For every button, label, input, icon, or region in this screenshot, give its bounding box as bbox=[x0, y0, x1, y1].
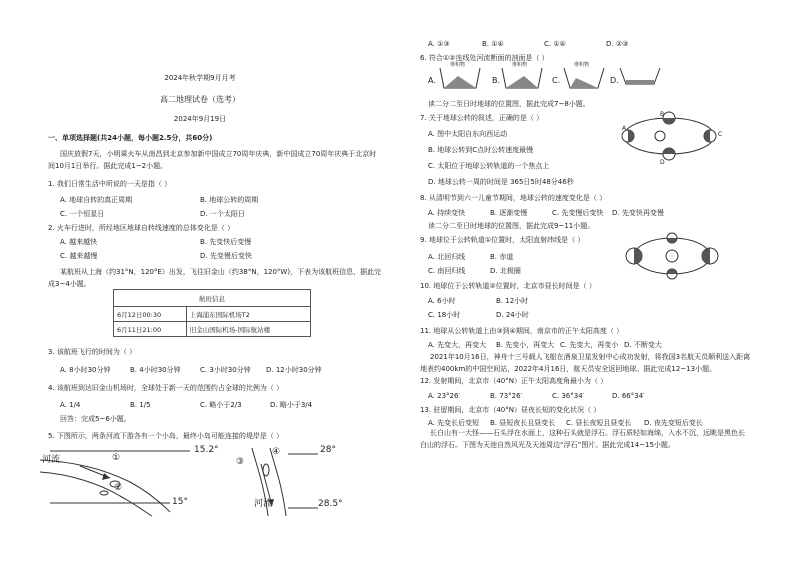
q3-option-b: B. 4小时30分钟 bbox=[130, 366, 181, 374]
q8-stem: 8. 从清明节到六一儿童节期间，地球公转的速度变化是（ ） bbox=[420, 194, 607, 202]
q3-stem: 3. 该航班飞行的时间为（ ） bbox=[48, 348, 137, 356]
bank-label-1: ① bbox=[112, 453, 121, 463]
bank-label-3: ③ bbox=[236, 457, 245, 467]
orbit-label-a: A bbox=[622, 125, 627, 132]
sediment-label-b: 堆积物 bbox=[512, 62, 528, 68]
lat-label-b1: 28° bbox=[320, 445, 336, 455]
table-cell: 6月12日00:30 bbox=[114, 307, 187, 322]
intro-1-line-2: 间10月1日举行。据此完成1~2小题。 bbox=[48, 162, 168, 170]
bank-label-2: ② bbox=[114, 483, 123, 493]
q4-stem: 4. 该航班到达旧金山机场时，全球处于新一天的范围约占全球的比例为（ ） bbox=[48, 384, 284, 392]
q13-option-d: D. 夜先变短后变长 bbox=[644, 419, 703, 427]
q12-option-c: C. 36°34′ bbox=[552, 392, 585, 400]
q2-option-d: D. 先变慢后变快 bbox=[200, 252, 252, 260]
q11-option-d: D. 不断变大 bbox=[624, 341, 662, 349]
q10-option-a: A. 6小时 bbox=[428, 297, 456, 305]
q2-stem: 2. 火车行进时，所经地区地球自转线速度的总体变化是（ ） bbox=[48, 224, 235, 232]
q2-option-a: A. 越来越快 bbox=[60, 238, 98, 246]
table-cell: 6月11日21:00 bbox=[114, 322, 187, 337]
q3-option-d: D. 12小时30分钟 bbox=[266, 366, 322, 374]
q2-option-c: C. 越来越慢 bbox=[60, 252, 98, 260]
q8-option-a: A. 持续变快 bbox=[428, 209, 466, 217]
q1-option-b: B. 地球公转的周期 bbox=[200, 196, 259, 204]
q8-option-c: C. 先变慢后变快 bbox=[552, 209, 604, 217]
q4-tail: 回答：完成5~6小题。 bbox=[60, 415, 131, 423]
exam-date: 2024年9月19日 bbox=[173, 115, 227, 123]
q7-option-c: C. 太阳位于地球公转轨道的一个焦点上 bbox=[428, 162, 550, 170]
q8-option-d: D. 先变快再变慢 bbox=[612, 209, 664, 217]
q12-option-d: D. 66°34′ bbox=[612, 392, 645, 400]
q10-option-b: B. 12小时 bbox=[496, 297, 529, 305]
q6-label-d: D. bbox=[610, 76, 619, 85]
q2-option-b: B. 先变快后变慢 bbox=[200, 238, 252, 246]
subject-title: 高二地理试卷（选考） bbox=[160, 95, 240, 104]
intro-4-line-1: 2021年10月16日，神舟十三号载人飞船在酒泉卫星发射中心成功发射，将我国3名航天员顺利送入距离 bbox=[430, 353, 751, 361]
q8-tail: 读二分二至日时地球的位置图，据此完成9~11小题。 bbox=[428, 222, 595, 230]
orbit-label-c: C bbox=[718, 131, 723, 138]
orbit-diagram-2 bbox=[622, 228, 722, 284]
q6-label-a: A. bbox=[428, 76, 436, 85]
orbit-diagram-1 bbox=[614, 108, 724, 164]
lat-label-a1: 15.2° bbox=[194, 445, 219, 455]
q3-option-a: A. 8小时30分钟 bbox=[60, 366, 111, 374]
q9-option-b: B. 赤道 bbox=[490, 253, 514, 261]
q1-option-a: A. 地球自转的真正周期 bbox=[60, 196, 133, 204]
river-label-a: 河流 bbox=[42, 455, 61, 465]
q12-option-a: A. 23°26′ bbox=[428, 392, 461, 400]
q4-option-a: A. 1/4 bbox=[60, 401, 81, 409]
q5-option-a: A. ①③ bbox=[428, 40, 450, 48]
intro-5-line-1: 长白山有一大怪——石头浮在水面上，这种石头就是浮石。浮石质轻如海绵，入水不沉，远眺是黑色长 bbox=[430, 429, 745, 437]
q7-option-b: B. 地球公转到C点时公转速度最慢 bbox=[428, 146, 534, 154]
river-figure-a bbox=[40, 444, 220, 516]
q4-option-c: C. 略小于2/3 bbox=[200, 401, 242, 409]
flight-table-title: 航班信息 bbox=[114, 290, 311, 307]
q9-option-a: A. 北回归线 bbox=[428, 253, 466, 261]
q5-option-c: C. ①④ bbox=[544, 40, 566, 48]
q11-option-c: C. 先变大，再变小 bbox=[560, 341, 619, 349]
q13-stem: 13. 驻留期间，北京市（40°N）昼夜长短的变化状况（ ） bbox=[420, 406, 601, 414]
q5-stem: 5. 下图所示，两条河流下游各有一个小岛，最终小岛可能连接的堤岸是（ ） bbox=[48, 432, 284, 440]
river-label-b: 河流 bbox=[254, 499, 273, 509]
sediment-label-a: 堆积物 bbox=[450, 62, 466, 68]
q12-option-b: B. 73°26′ bbox=[490, 392, 523, 400]
orbit-label-d: D bbox=[660, 159, 665, 166]
section-title: 一、单项选择题(共24小题，每小题2.5分，共60分) bbox=[48, 134, 213, 142]
table-cell: 上海浦东国际机场T2 bbox=[186, 307, 310, 322]
q4-option-d: D. 略小于3/4 bbox=[270, 401, 313, 409]
table-row bbox=[114, 307, 311, 322]
table-cell: 旧金山国际机场-国际航站楼 bbox=[186, 322, 310, 337]
q6-stem: 6. 符合①②连线处河流断面的剖面是（ ） bbox=[420, 54, 549, 62]
intro-4-line-2: 地表约400km的中国空间站，2022年4月16日，航天员安全返回地球。据此完成12~13小题。 bbox=[420, 365, 717, 373]
q11-option-a: A. 先变大，再变大 bbox=[428, 341, 487, 349]
q11-option-b: B. 先变小，再变大 bbox=[496, 341, 555, 349]
q13-option-c: C. 昼长夜短且昼变长 bbox=[566, 419, 632, 427]
sediment-label-c: 堆积物 bbox=[574, 62, 590, 68]
intro-5-line-2: 白山的浮石。下图为天池自然风光及天池周边“浮石”图片。据此完成14~15小题。 bbox=[420, 441, 675, 449]
lat-label-a2: 15° bbox=[172, 497, 188, 507]
q7-stem: 7. 关于地球公转的叙述，正确的是（ ） bbox=[420, 114, 544, 122]
q5-option-b: B. ①④ bbox=[482, 40, 504, 48]
q1-option-c: C. 一个恒星日 bbox=[60, 210, 105, 218]
q9-option-c: C. 南回归线 bbox=[428, 267, 466, 275]
exam-title: 2024年秋学期9月月考 bbox=[164, 74, 236, 82]
q10-option-d: D. 24小时 bbox=[496, 311, 529, 319]
q7-option-a: A. 图中太阳自东向西运动 bbox=[428, 130, 508, 138]
intro-2-line-1: 某航班从上海（约31°N，120°E）出发，飞往旧金山（约38°N，120°W)，下表为该航班信息，据此完 bbox=[60, 268, 382, 276]
bank-label-4: ④ bbox=[272, 447, 281, 457]
intro-2-line-2: 成3~4小题。 bbox=[48, 280, 91, 288]
q10-stem: 10. 地球位于公转轨道②位置时，北京市昼长时间是（ ） bbox=[420, 282, 596, 290]
q1-option-d: D. 一个太阳日 bbox=[200, 210, 245, 218]
q6-label-b: B. bbox=[492, 76, 501, 85]
orbit-label-b: B bbox=[660, 111, 665, 118]
q6-label-c: C. bbox=[552, 76, 561, 85]
q13-option-a: A. 先变长后变短 bbox=[428, 419, 480, 427]
table-row bbox=[114, 322, 311, 337]
q12-stem: 12. 发射期间，北京市（40°N）正午太阳高度角最小为（ ） bbox=[420, 377, 608, 385]
q7-option-d: D. 地球公转一周的时间是 365日5时48分46秒 bbox=[428, 178, 574, 186]
profile-d bbox=[618, 64, 662, 94]
q8-option-b: B. 逐渐变慢 bbox=[490, 209, 528, 217]
q5-option-d: D. ②③ bbox=[606, 40, 629, 48]
intro-1-line-1: 国庆放假7天，小明乘火车从南昌到北京参加新中国成立70周年庆典，新中国成立70周年庆典于北京时 bbox=[60, 150, 377, 158]
q3-option-c: C. 3小时30分钟 bbox=[200, 366, 251, 374]
flight-info-table bbox=[113, 289, 311, 337]
q11-stem: 11. 地球从公转轨道上由③到④期间，南京市的正午太阳高度（ ） bbox=[420, 327, 624, 335]
q9-stem: 9. 地球位于公转轨道①位置时，太阳直射纬线是（ ） bbox=[420, 236, 585, 244]
q1-stem: 1. 我们日常生活中所说的一天是指（ ） bbox=[48, 180, 172, 188]
q4-option-b: B. 1/5 bbox=[130, 401, 151, 409]
lat-label-b2: 28.5° bbox=[318, 499, 343, 509]
q10-option-c: C. 18小时 bbox=[428, 311, 461, 319]
intro-3: 读二分二至日时地球的位置图，据此完成7~8小题。 bbox=[428, 100, 590, 108]
q9-option-d: D. 北极圈 bbox=[490, 267, 521, 275]
q13-option-b: B. 昼短夜长且昼变长 bbox=[490, 419, 556, 427]
